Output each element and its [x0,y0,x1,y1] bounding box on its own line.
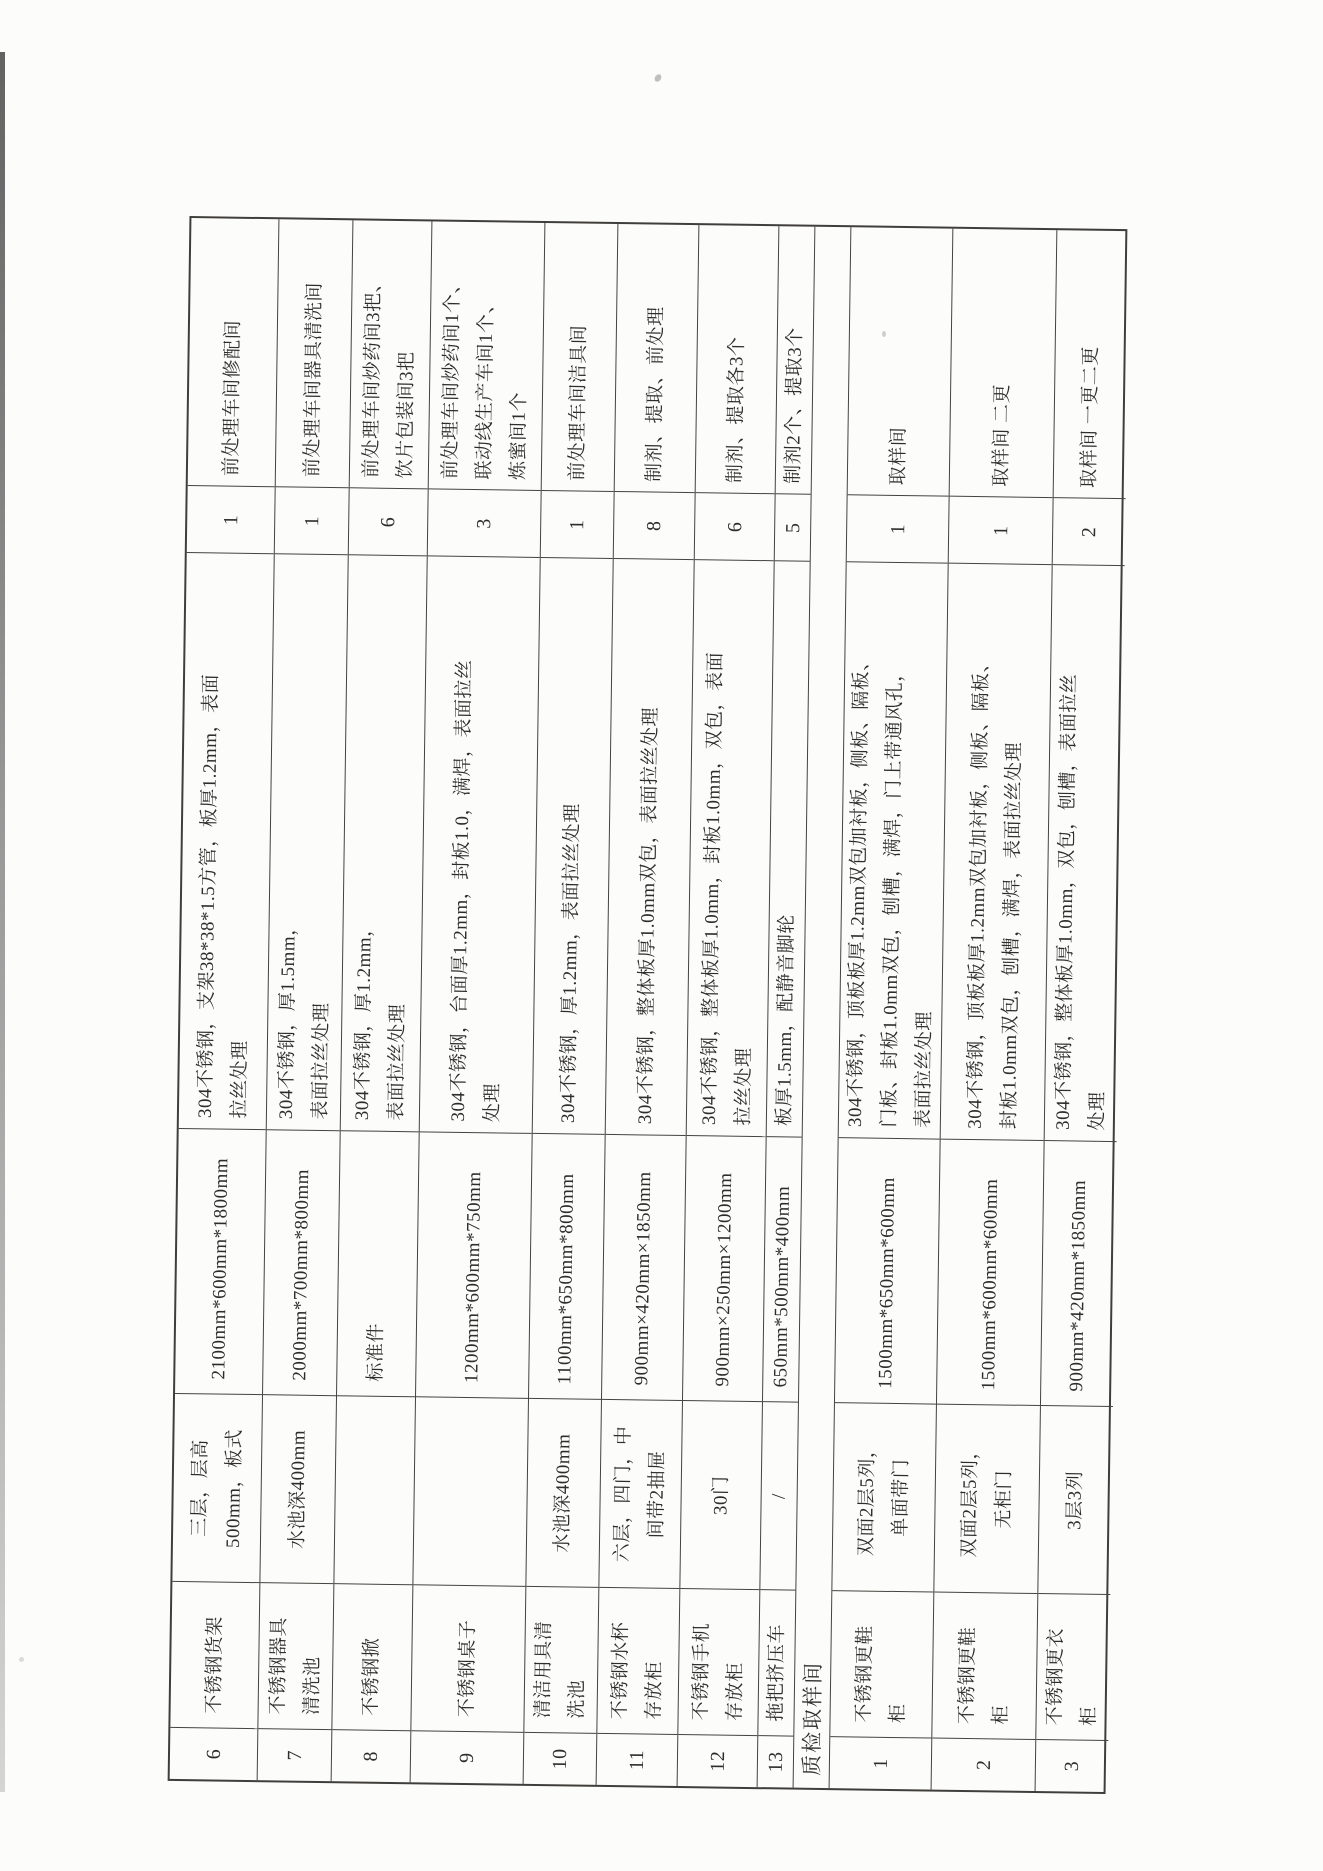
cell-size-item-10: 1100mm*650mm*800mm [529,1132,605,1398]
cell-location-item-3: 取样间 一更二更 [1078,345,1102,488]
cell-spec-item-11: 六层，四门，中 间带2抽屉 [599,1398,682,1588]
cell-seq-item-9: 9 [410,1730,523,1783]
cell-spec-item-6: 三层，层高 500mm，板式 [172,1392,262,1582]
cell-material-item-13: 板厚1.5mm，配静音脚轮 [766,560,809,1136]
cell-size-item-12: 900mm×250mm×1200mm [682,1134,765,1400]
cell-material-item-6: 304不锈钢，支架38*38*1.5方管，板厚1.2mm，表面 拉丝处理 [178,552,273,1129]
equipment-list-table [167,216,1127,1794]
cell-name-item-8: 不锈钢掀 [332,1583,412,1730]
section-label: 质检取样间 [798,1660,825,1776]
cell-seq-item-12: 12 [677,1734,757,1787]
cell-name-item-1: 不锈钢更鞋 柜 [830,1590,933,1737]
cell-name-item-3: 不锈钢更衣 柜 [1036,1593,1110,1740]
cell-seq-item-3: 3 [1035,1739,1108,1792]
cell-spec-item-13: / [760,1401,798,1590]
cell-material-item-9: 304不锈钢，台面厚1.2mm，封板1.0，满焊，表面拉丝 处理 [419,555,539,1132]
cell-material-item-1: 304不锈钢，顶板板厚1.2mm双包加衬板，侧板、隔板、 门板、封板1.0mm双包，刨槽，满焊，门上带通风孔， 表面拉丝处理 [838,561,947,1138]
cell-seq-item-10: 10 [523,1731,596,1784]
cell-spec-item-9 [413,1396,528,1586]
cell-material-item-10: 304不锈钢，厚1.2mm，表面拉丝处理 [532,557,612,1133]
cell-spec-item-7: 水池深400mm [260,1394,336,1584]
cell-location-item-2: 取样间 二更 [989,383,1013,487]
table-row-item-9 [410,221,545,1783]
cell-size-item-9: 1200mm*600mm*750mm [416,1130,532,1397]
cell-spec-item-12: 30门 [680,1400,762,1590]
cell-location-item-6: 前处理车间修配间 [219,319,244,476]
cell-name-item-7: 不锈钢器具 清洗池 [258,1582,333,1729]
cell-size-item-13: 650mm*500mm*400mm [762,1135,801,1401]
cell-size-item-8: 标准件 [337,1129,419,1395]
cell-location-item-11: 制剂、提取、前处理 [643,305,667,482]
cell-qty-item-7: 1 [274,486,348,554]
cell-qty-item-2: 1 [948,495,1052,563]
cell-location-item-9: 前处理车间炒药间1个、 联动线生产车间1个、 炼蜜间1个 [439,273,530,480]
cell-material-item-2: 304不锈钢，顶板板厚1.2mm双包加衬板，侧板、隔板、 封板1.0mm双包，刨槽，满焊，表面拉丝处理 [940,562,1051,1139]
cell-qty-item-3: 2 [1052,497,1125,565]
cell-size-item-3: 900mm*420mm*1850mm [1040,1139,1116,1405]
cell-spec-item-10: 水池深400mm [526,1397,601,1586]
cell-name-item-2: 不锈钢更鞋 柜 [932,1592,1037,1739]
cell-location-item-10: 前处理车间洁具间 [566,324,590,481]
cell-material-item-8: 304不锈钢，厚1.2mm， 表面拉丝处理 [340,554,426,1131]
cell-size-item-11: 900mm×420mm×1850mm [601,1133,685,1399]
cell-size-item-1: 1500mm*650mm*600mm [834,1136,939,1403]
cell-qty-item-12: 6 [694,492,774,560]
scan-speck [19,1657,24,1662]
cell-name-item-9: 不锈钢桌子 [411,1584,525,1731]
cell-spec-item-2: 双面2层5列， 无柜门 [934,1403,1040,1593]
scan-speck [653,73,663,83]
cell-name-item-13: 拖把挤压车 [758,1589,795,1735]
cell-seq-item-13: 13 [757,1735,793,1787]
cell-qty-item-9: 3 [427,488,540,556]
cell-location-item-13: 制剂2个、提取3个 [781,326,805,484]
cell-seq-item-11: 11 [596,1733,677,1786]
cell-qty-item-1: 1 [846,494,948,562]
cell-seq-item-7: 7 [257,1728,331,1781]
cell-qty-item-8: 6 [348,487,427,555]
cell-name-item-12: 不锈钢手机 存放柜 [678,1588,759,1735]
cell-location-item-8: 前处理车间炒药间3把、 饮片包装间3把 [360,272,418,479]
cell-qty-item-11: 8 [613,491,694,559]
cell-qty-item-10: 1 [540,490,613,558]
cell-material-item-12: 304不锈钢，整体板厚1.0mm，封板1.0mm，双包，表面 拉丝处理 [686,559,773,1136]
cell-size-item-2: 1500mm*600mm*600mm [936,1138,1043,1405]
cell-material-item-11: 304不锈钢，整体板厚1.0mm双包，表面拉丝处理 [605,558,693,1135]
cell-size-item-6: 2100mm*600mm*1800mm [175,1127,266,1394]
cell-spec-item-1: 双面2层5列， 单面带门 [832,1402,936,1592]
cell-location-item-7: 前处理车间器具清洗间 [300,281,325,477]
cell-qty-item-13: 5 [774,493,810,560]
cell-location-item-12: 制剂、提取各3个 [723,335,747,483]
cell-seq-item-8: 8 [331,1729,410,1782]
cell-location-item-1: 取样间 [886,426,909,485]
cell-seq-item-1: 1 [829,1736,931,1789]
cell-material-item-3: 304不锈钢，整体板厚1.0mm，双包，刨槽，表面拉丝 处理 [1044,564,1124,1140]
cell-name-item-10: 清洁用具清 洗池 [524,1586,598,1733]
cell-material-item-7: 304不锈钢，厚1.5mm， 表面拉丝处理 [266,553,347,1129]
scan-edge-artifact [0,52,5,1792]
cell-spec-item-8 [334,1395,415,1585]
rotated-table-wrapper [178,222,1116,1787]
cell-seq-item-2: 2 [931,1737,1035,1790]
cell-name-item-6: 不锈钢货架 [170,1581,259,1728]
cell-size-item-7: 2000mm*700mm*800mm [263,1128,340,1394]
cell-seq-item-6: 6 [169,1727,257,1780]
cell-spec-item-3: 3层3列 [1038,1405,1113,1594]
cell-qty-item-6: 1 [186,485,274,553]
cell-name-item-11: 不锈钢水杯 存放柜 [597,1587,679,1734]
